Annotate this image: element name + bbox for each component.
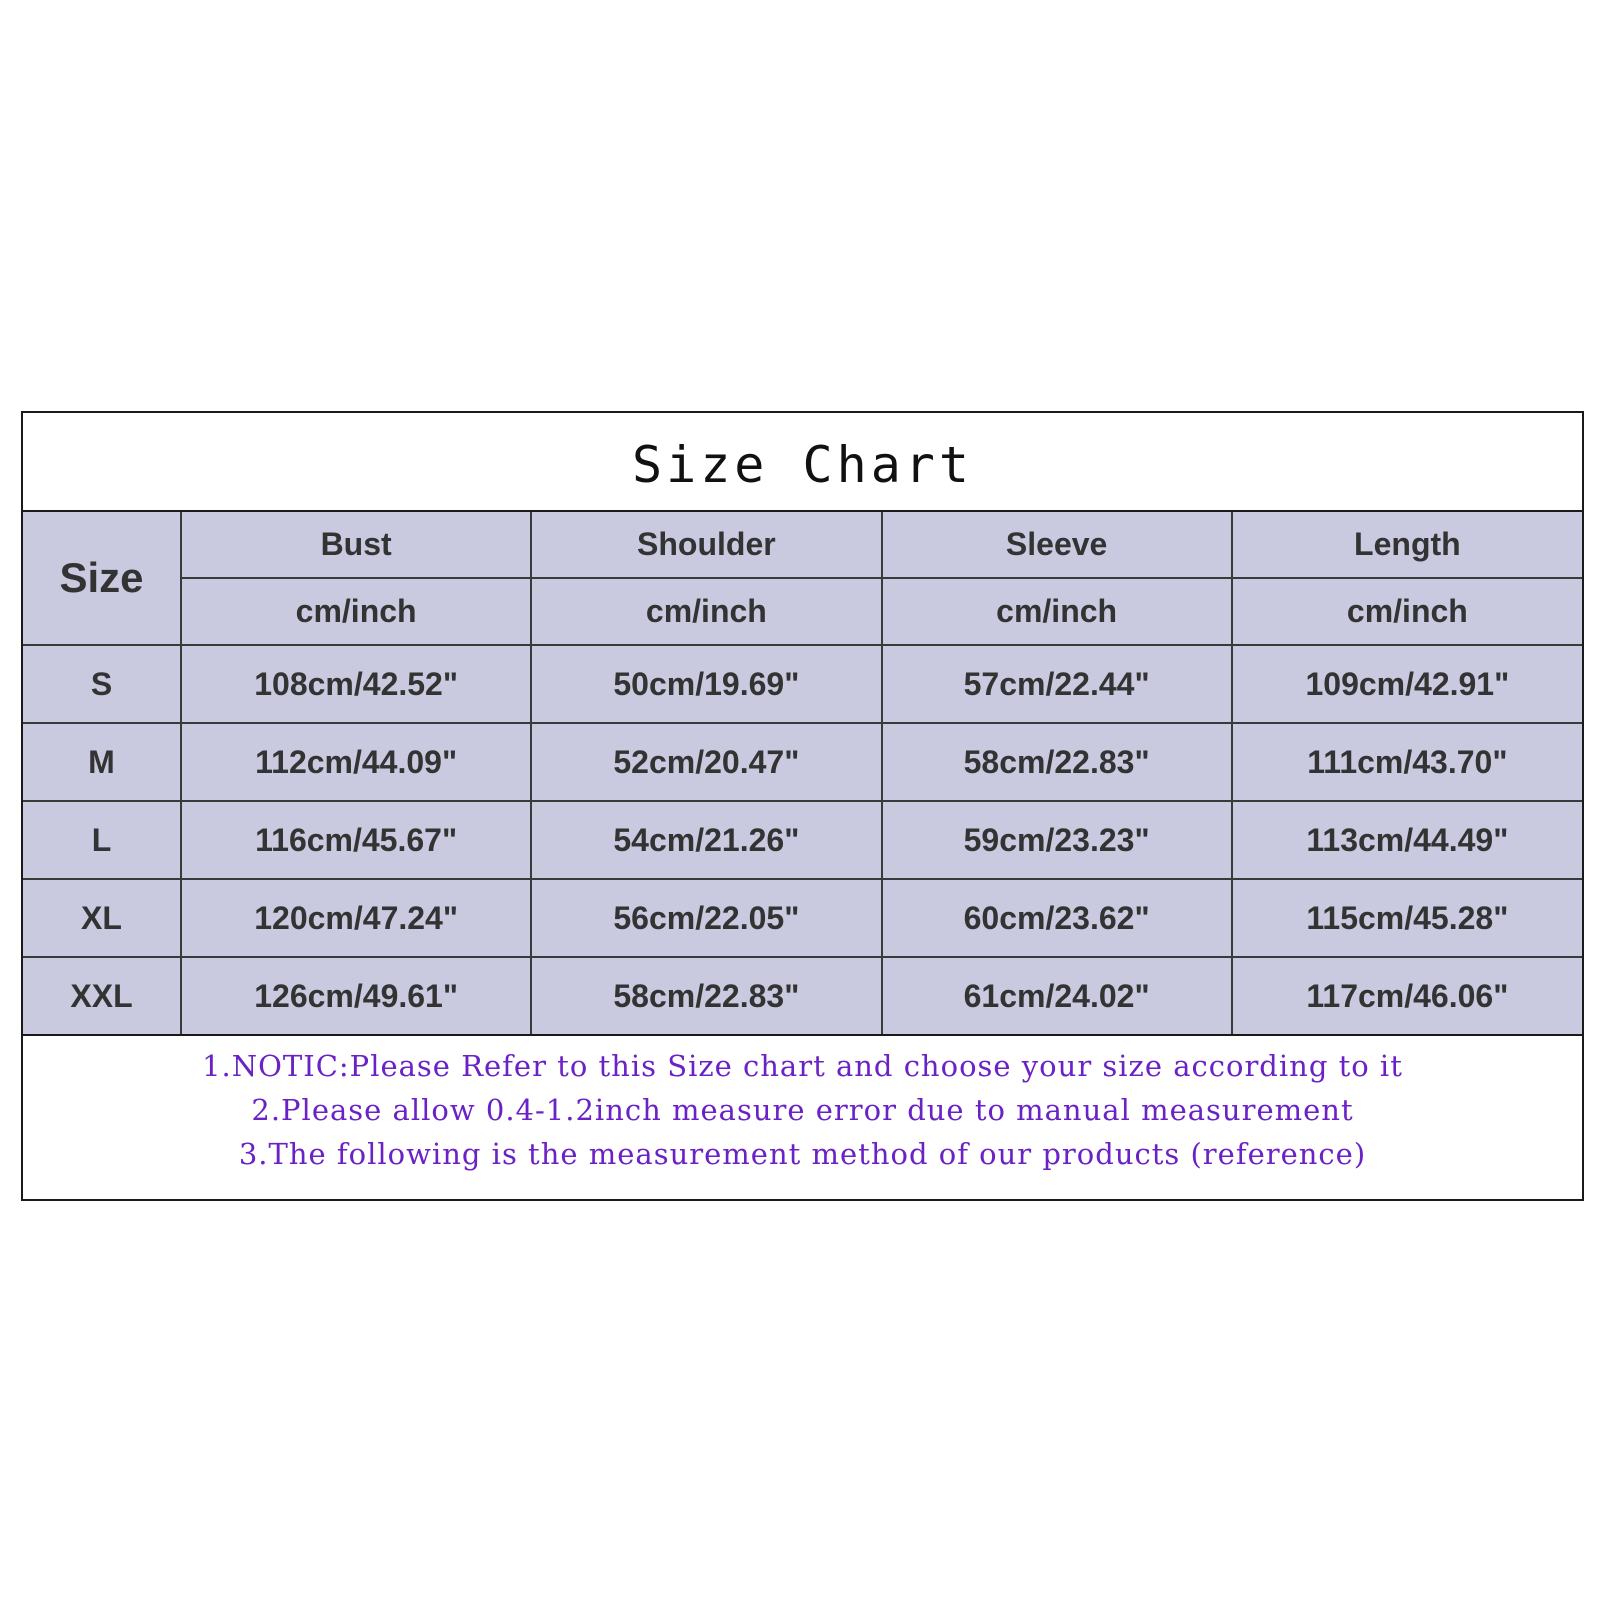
- size-cell: M: [23, 723, 181, 801]
- size-cell: XL: [23, 879, 181, 957]
- bust-cell: 116cm/45.67": [181, 801, 531, 879]
- column-unit-bust: cm/inch: [181, 578, 531, 645]
- sleeve-cell: 59cm/23.23": [882, 801, 1232, 879]
- shoulder-cell: 58cm/22.83": [531, 957, 881, 1035]
- size-cell: L: [23, 801, 181, 879]
- table-row: [23, 645, 1582, 723]
- size-cell: S: [23, 645, 181, 723]
- sleeve-cell: 58cm/22.83": [882, 723, 1232, 801]
- bust-cell: 120cm/47.24": [181, 879, 531, 957]
- bust-cell: 126cm/49.61": [181, 957, 531, 1035]
- size-chart: [21, 411, 1584, 1201]
- sleeve-cell: 61cm/24.02": [882, 957, 1232, 1035]
- chart-title: Size Chart: [23, 413, 1582, 512]
- column-header-length: Length: [1232, 512, 1582, 578]
- column-unit-length: cm/inch: [1232, 578, 1582, 645]
- shoulder-cell: 54cm/21.26": [531, 801, 881, 879]
- note-line-1: 1.NOTIC:Please Refer to this Size chart and choose your size according to it: [202, 1049, 1403, 1083]
- length-cell: 113cm/44.49": [1232, 801, 1582, 879]
- column-header-sleeve: Sleeve: [882, 512, 1232, 578]
- note-line-3: 3.The following is the measurement method of our products (reference): [238, 1137, 1367, 1171]
- note-line-2: 2.Please allow 0.4-1.2inch measure error due to manual measurement: [251, 1093, 1354, 1127]
- shoulder-cell: 52cm/20.47": [531, 723, 881, 801]
- header-row-names: [23, 512, 1582, 578]
- table-row: [23, 801, 1582, 879]
- size-table: [23, 512, 1582, 1036]
- length-cell: 109cm/42.91": [1232, 645, 1582, 723]
- notes: [23, 1036, 1582, 1176]
- bust-cell: 112cm/44.09": [181, 723, 531, 801]
- size-column-header: Size: [23, 512, 181, 645]
- sleeve-cell: 60cm/23.62": [882, 879, 1232, 957]
- column-header-bust: Bust: [181, 512, 531, 578]
- size-cell: XXL: [23, 957, 181, 1035]
- sleeve-cell: 57cm/22.44": [882, 645, 1232, 723]
- header-row-units: [23, 578, 1582, 645]
- shoulder-cell: 56cm/22.05": [531, 879, 881, 957]
- bust-cell: 108cm/42.52": [181, 645, 531, 723]
- column-unit-sleeve: cm/inch: [882, 578, 1232, 645]
- table-row: [23, 957, 1582, 1035]
- length-cell: 111cm/43.70": [1232, 723, 1582, 801]
- column-unit-shoulder: cm/inch: [531, 578, 881, 645]
- shoulder-cell: 50cm/19.69": [531, 645, 881, 723]
- column-header-shoulder: Shoulder: [531, 512, 881, 578]
- length-cell: 117cm/46.06": [1232, 957, 1582, 1035]
- table-row: [23, 723, 1582, 801]
- length-cell: 115cm/45.28": [1232, 879, 1582, 957]
- table-row: [23, 879, 1582, 957]
